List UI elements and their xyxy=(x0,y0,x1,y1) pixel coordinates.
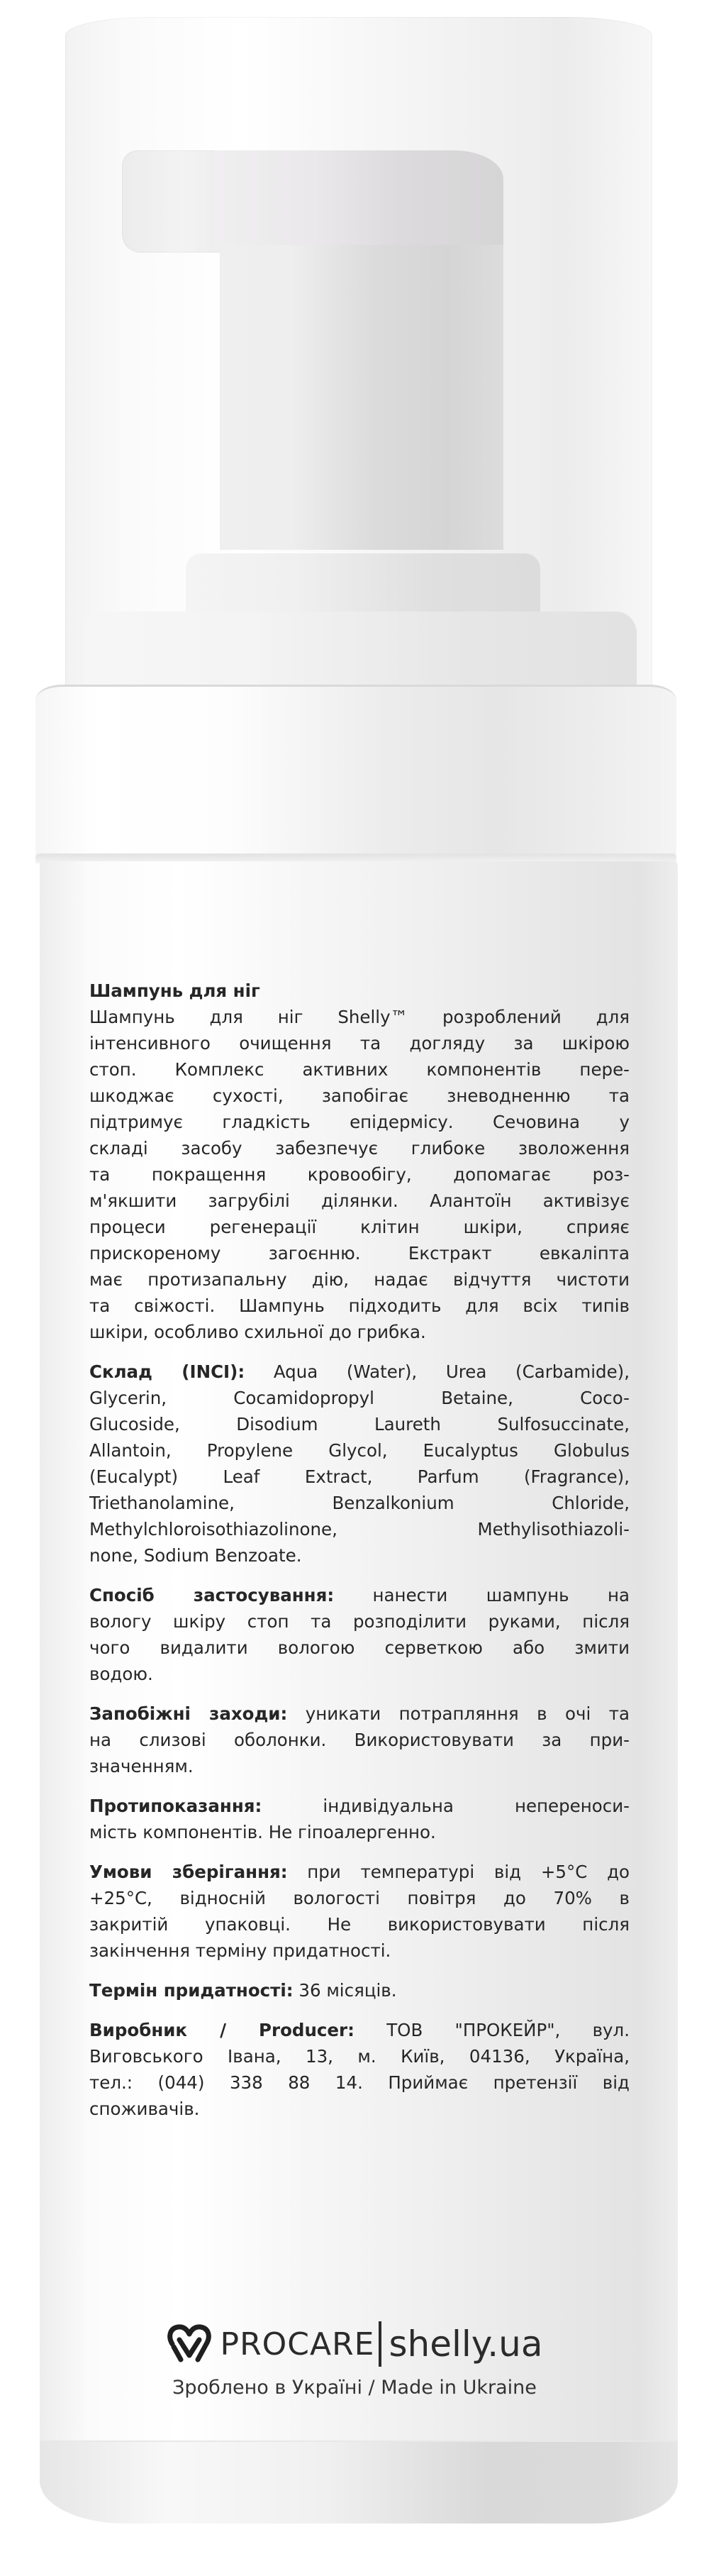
producer-line: споживачів. xyxy=(89,2099,200,2119)
storage-label: Умови зберігання: xyxy=(89,1862,288,1882)
precautions-section xyxy=(89,1701,630,1779)
shelf-life-label: Термін придатності: xyxy=(89,1980,294,2001)
storage-text: при температурі від +5°C до xyxy=(287,1862,630,1882)
description-line: шкоджає сухості, запобігає зневодненню та xyxy=(89,1085,630,1106)
producer-line: тел.: (044) 338 88 14. Приймає претензії від xyxy=(89,2072,630,2093)
heart-m-logo-icon xyxy=(167,2323,212,2365)
bottle-base xyxy=(40,2440,678,2524)
precautions-line: на слизові оболонки. Використовувати за при- xyxy=(89,1730,630,1750)
shelf-life-value: 36 місяців. xyxy=(293,1980,397,2001)
pump-nozzle-tip xyxy=(122,150,223,253)
made-in-ukraine: Зроблено в Україні / Made in Ukraine xyxy=(172,2377,537,2399)
usage-line: водою. xyxy=(89,1664,153,1684)
precautions-line: значенням. xyxy=(89,1756,194,1776)
description-line: шкіри, особливо схильної до грибка. xyxy=(89,1322,426,1342)
description-line: Шампунь для ніг Shelly™ розроблений для xyxy=(89,1007,630,1027)
usage-section xyxy=(89,1582,630,1687)
description-line: підтримує гладкість епідермісу. Сечовина у xyxy=(89,1112,630,1132)
ingredients-line: none, Sodium Benzoate. xyxy=(89,1545,302,1566)
description-line: складі засобу забезпечує глибоке зволоження xyxy=(89,1138,630,1159)
pump-nozzle-head xyxy=(213,150,503,250)
ingredients-line: Triethanolamine, Benzalkonium Chloride, xyxy=(89,1493,630,1513)
usage-line: вологу шкіру стоп та розподілити руками, після xyxy=(89,1611,630,1632)
usage-line: чого видалити вологою серветкою або змити xyxy=(89,1637,630,1658)
producer-line: Виговського Івана, 13, м. Київ, 04136, Україна, xyxy=(89,2046,630,2067)
ingredients-section xyxy=(89,1359,630,1569)
producer-section xyxy=(89,2017,630,2122)
description-line: інтенсивного очищення та догляду за шкірою xyxy=(89,1033,630,1054)
description-line: прискореному загоєнню. Екстракт евкаліпта xyxy=(89,1243,630,1264)
storage-line: закінчення терміну придатності. xyxy=(89,1940,391,1961)
producer-text: ТОВ "ПРОКЕЙР", вул. xyxy=(354,2020,630,2040)
contraindications-text: індивідуальна непереноси- xyxy=(262,1796,630,1816)
contraindications-section xyxy=(89,1793,630,1845)
storage-section xyxy=(89,1859,630,1964)
description-line: стоп. Комплекс активних компонентів пере- xyxy=(89,1059,630,1080)
pump-ring xyxy=(186,553,540,617)
precautions-label: Запобіжні заходи: xyxy=(89,1703,288,1724)
brand-website: shelly.ua xyxy=(389,2323,543,2365)
pump-base xyxy=(84,612,637,690)
ingredients-text: Aqua (Water), Urea (Carbamide), xyxy=(245,1361,630,1382)
bottle-collar xyxy=(35,685,676,861)
description-line: має протизапальну дію, надає відчуття чистоти xyxy=(89,1269,630,1290)
product-title: Шампунь для ніг xyxy=(89,980,260,1001)
ingredients-line: (Eucalypt) Leaf Extract, Parfum (Fragrance), xyxy=(89,1466,630,1487)
description-line: м'якшити загрубілі ділянки. Алантоїн активізує xyxy=(89,1190,630,1211)
logo-divider xyxy=(379,2321,381,2367)
precautions-text: уникати потрапляння в очі та xyxy=(287,1703,630,1724)
product-description xyxy=(89,1004,630,1345)
ingredients-line: Methylchloroisothiazolinone, Methylisothiazoli- xyxy=(89,1519,630,1539)
brand-name: PROCARE xyxy=(220,2326,375,2362)
usage-label: Спосіб застосування: xyxy=(89,1585,335,1605)
ingredients-line: Allantoin, Propylene Glycol, Eucalyptus Globulus xyxy=(89,1440,630,1461)
storage-line: закритій упаковці. Не використовувати після xyxy=(89,1914,630,1935)
product-label xyxy=(89,978,630,2135)
ingredients-label: Склад (INCI): xyxy=(89,1361,245,1382)
brand-logo xyxy=(0,2321,709,2367)
storage-line: +25°C, відносній вологості повітря до 70% в xyxy=(89,1888,630,1908)
producer-label: Виробник / Producer: xyxy=(89,2020,354,2040)
description-line: та свіжості. Шампунь підходить для всіх типів xyxy=(89,1295,630,1316)
contraindications-line: мість компонентів. Не гіпоалергенно. xyxy=(89,1822,436,1842)
description-line: процеси регенерації клітин шкіри, сприяє xyxy=(89,1217,630,1237)
usage-text: нанести шампунь на xyxy=(334,1585,630,1605)
ingredients-line: Glucoside, Disodium Laureth Sulfosuccinate, xyxy=(89,1414,630,1435)
description-line: та покращення кровообігу, допомагає роз- xyxy=(89,1164,630,1185)
pump-stem xyxy=(220,245,503,550)
contraindications-label: Протипоказання: xyxy=(89,1796,262,1816)
shelf-life-section xyxy=(89,1977,630,2003)
ingredients-line: Glycerin, Cocamidopropyl Betaine, Coco- xyxy=(89,1388,630,1408)
